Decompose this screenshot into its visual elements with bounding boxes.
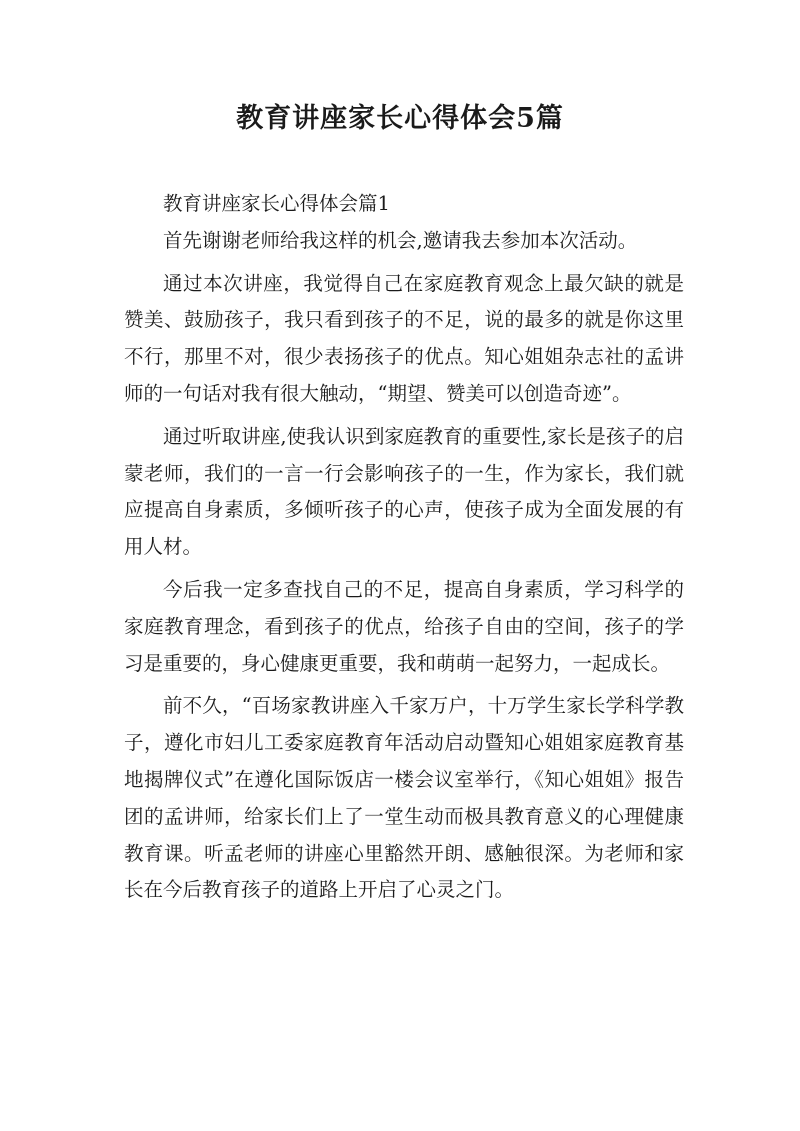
paragraph: 前不久，“百场家教讲座入千家万户，十万学生家长学科学教子，遵化市妇儿工委家庭教育年活动启动暨知心姐姐家庭教育基地揭牌仪式”在遵化国际饭店一楼会议室举行，《知心姐姐》报告团的孟讲师，给家长们上了一堂生动而极具教育意义的心理健康教育课。听孟老师的讲座心里豁然开朗、感触很深。为老师和家长在今后教育孩子的道路上开启了心灵之门。 (124, 694, 684, 902)
document-body (124, 186, 684, 909)
paragraph: 通过本次讲座，我觉得自己在家庭教育观念上最欠缺的就是赞美、鼓励孩子，我只看到孩子的不足，说的最多的就是你这里不行，那里不对，很少表扬孩子的优点。知心姐姐杂志社的孟讲师的一句话对我有很大触动，“期望、赞美可以创造奇迹”。 (124, 271, 684, 405)
section-heading: 教育讲座家长心得体会篇1 (163, 192, 390, 215)
paragraph: 首先谢谢老师给我这样的机会,邀请我去参加本次活动。 (163, 228, 638, 252)
paragraph: 今后我一定多查找自己的不足，提高自身素质，学习科学的家庭教育理念，看到孩子的优点，给孩子自由的空间，孩子的学习是重要的，身心健康更重要，我和萌萌一起努力，一起成长。 (124, 577, 684, 675)
document-title: 教育讲座家长心得体会5篇 (236, 103, 564, 134)
paragraph: 通过听取讲座,使我认识到家庭教育的重要性,家长是孩子的启蒙老师，我们的一言一行会影响孩子的一生，作为家长，我们就应提高自身素质，多倾听孩子的心声，使孩子成为全面发展的有用人材。 (124, 424, 684, 559)
